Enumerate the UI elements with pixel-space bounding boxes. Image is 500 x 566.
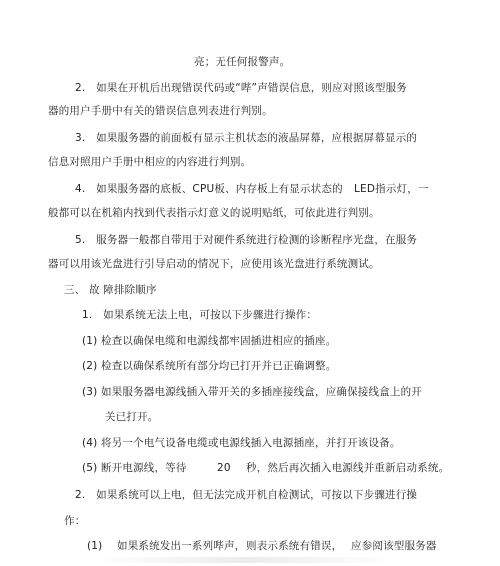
text-line: (2) 检查以确保系统所有部分均已打开并已正确调整。 bbox=[82, 360, 337, 372]
text-line: 信息对照用户手册中相应的内容进行判别。 bbox=[48, 156, 252, 168]
text-line: LED指示灯，一 bbox=[354, 183, 429, 195]
text-line: 作： bbox=[64, 515, 86, 527]
text-line: 2. 如果在开机后出现错误代码或“哔”声错误信息，则应对照该型服务 bbox=[75, 82, 407, 94]
text-line: (1) 检查以确保电缆和电源线都牢固插进相应的插座。 bbox=[82, 335, 337, 347]
text-line: 1. 如果系统无法上电，可按以下步骤进行操作： bbox=[82, 309, 318, 321]
text-line: 5. 服务器一般都自带用于对硬件系统进行检测的诊断程序光盘，在服务 bbox=[75, 234, 418, 246]
faint-bottom-line bbox=[95, 557, 395, 563]
text-line: 器的用户手册中有关的错误信息列表进行判别。 bbox=[48, 105, 273, 117]
text-line: 秒，然后再次插入电源线并重新启动系统。 bbox=[246, 462, 450, 474]
text-line: 般都可以在机箱内找到代表指示灯意义的说明贴纸，可依此进行判别。 bbox=[48, 207, 380, 219]
text-line: 20 bbox=[217, 462, 231, 474]
text-line: (3) 如果服务器电源线插入带开关的多插座接线盒，应确保接线盒上的开 bbox=[82, 386, 423, 398]
text-line: 如果系统发出一系列哔声， bbox=[117, 540, 246, 552]
text-line: 应参阅该型服务器 bbox=[351, 540, 437, 552]
section-heading: 三、 故 障排除顺序 bbox=[64, 284, 157, 296]
text-line: 亮；无任何报警声。 bbox=[194, 56, 291, 68]
text-line: (4) 将另一个电气设备电缆或电源线插入电源插座，并打开该设备。 bbox=[82, 437, 401, 449]
text-line: 器可以用该光盘进行引导启动的情况下，应使用该光盘进行系统测试。 bbox=[48, 258, 380, 270]
text-line: 3. 如果服务器的前面板有显示主机状态的液晶屏幕，应根据屏幕显示的 bbox=[75, 132, 418, 144]
text-line: 4. 如果服务器的底板、CPU板、内存板上有显示状态的 bbox=[75, 183, 343, 195]
text-line: 则表示系统有错误， bbox=[246, 540, 343, 552]
text-line: 关已打开。 bbox=[105, 411, 159, 423]
text-line: (5) 断开电源线，等待 bbox=[82, 462, 187, 474]
text-line: 2. 如果系统可以上电，但无法完成开机自检测试，可按以下步骤进行操 bbox=[75, 489, 418, 501]
text-line: (1) bbox=[87, 540, 103, 552]
